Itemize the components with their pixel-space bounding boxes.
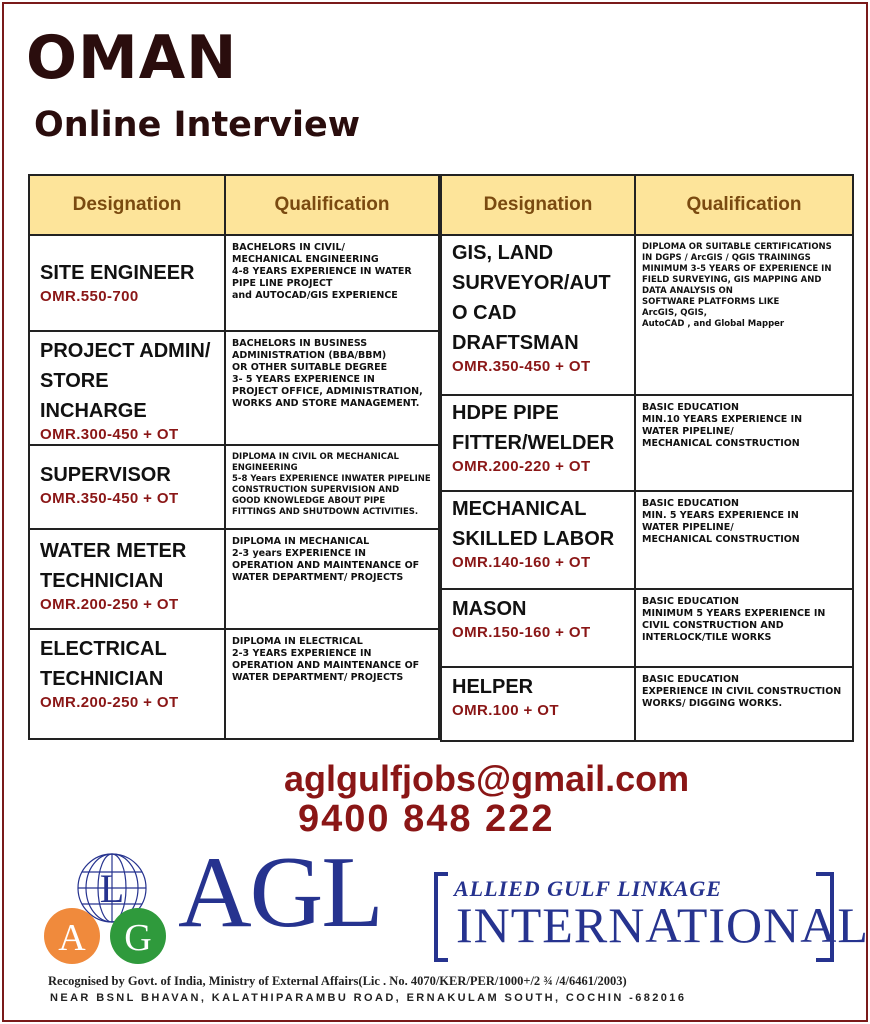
- salary: OMR.300-450 + OT: [40, 426, 179, 443]
- salary: OMR.200-250 + OT: [40, 596, 179, 613]
- jobs-table-left: [28, 174, 440, 740]
- bracket-corner: [434, 872, 448, 876]
- salary: OMR.100 + OT: [452, 702, 559, 719]
- qualification: BACHELORS IN CIVIL/ MECHANICAL ENGINEERING 4-8 YEARS EXPERIENCE IN WATER PIPE LINE PROJECT and AUTOCAD/GIS EXPERIENCE: [232, 242, 412, 301]
- qualification: BASIC EDUCATION EXPERIENCE IN CIVIL CONSTRUCTION WORKS/ DIGGING WORKS.: [642, 674, 842, 709]
- qualification: DIPLOMA IN CIVIL OR MECHANICAL ENGINEERING 5-8 Years EXPERIENCE INWATER PIPELINE CONSTRUCTION SUPERVISION AND GOOD KNOWLEDGE ABOUT PIPE FITTINGS AND SHUTDOWN ACTIVITIES.: [232, 452, 431, 517]
- logo-letter-g: G: [124, 917, 152, 959]
- designation: WATER METER TECHNICIAN: [40, 540, 187, 592]
- country-title: OMAN: [26, 23, 238, 93]
- table-row: [29, 629, 439, 739]
- brand-name: AGL: [178, 836, 382, 949]
- brand-tagline: ALLIED GULF LINKAGE: [454, 876, 722, 901]
- table-row: [29, 445, 439, 529]
- qualification: BASIC EDUCATION MIN. 5 YEARS EXPERIENCE IN WATER PIPELINE/ MECHANICAL CONSTRUCTION: [642, 498, 800, 545]
- bracket-corner: [816, 872, 830, 876]
- designation: SUPERVISOR: [40, 464, 171, 486]
- salary: OMR.350-450 + OT: [40, 490, 179, 507]
- table-row: [29, 529, 439, 629]
- designation: SITE ENGINEER: [40, 262, 195, 284]
- designation: PROJECT ADMIN/ STORE INCHARGE: [40, 340, 211, 422]
- table-row: [441, 491, 853, 589]
- bracket-corner: [434, 958, 448, 962]
- designation: HDPE PIPE FITTER/WELDER: [452, 402, 615, 454]
- brand-international: INTERNATIONAL: [456, 897, 869, 953]
- table-row: [441, 235, 853, 395]
- contact-email[interactable]: aglgulfjobs@gmail.com: [284, 758, 690, 799]
- table-row: [441, 395, 853, 491]
- logo-letter-a: A: [58, 917, 86, 959]
- logo-letter-l: L: [99, 866, 125, 911]
- bracket-corner: [816, 958, 830, 962]
- contact-phone[interactable]: 9400 848 222: [298, 798, 555, 840]
- table-row: [441, 589, 853, 667]
- qualification: BASIC EDUCATION MINIMUM 5 YEARS EXPERIENCE IN CIVIL CONSTRUCTION AND INTERLOCK/TILE WORKS: [642, 596, 826, 643]
- qualification: BASIC EDUCATION MIN.10 YEARS EXPERIENCE IN WATER PIPELINE/ MECHANICAL CONSTRUCTION: [642, 402, 803, 449]
- table-row: [441, 667, 853, 741]
- salary: OMR.350-450 + OT: [452, 358, 591, 375]
- salary: OMR.140-160 + OT: [452, 554, 591, 571]
- qualification: DIPLOMA IN MECHANICAL 2-3 years EXPERIENCE IN OPERATION AND MAINTENANCE OF WATER DEPARTMENT/ PROJECTS: [232, 536, 420, 583]
- qualification-header: Qualification: [225, 175, 439, 235]
- designation: ELECTRICAL TECHNICIAN: [40, 638, 167, 690]
- agl-globe-logo: [40, 850, 180, 970]
- address-text: NEAR BSNL BHAVAN, KALATHIPARAMBU ROAD, ERNAKULAM SOUTH, COCHIN -682016: [50, 992, 687, 1004]
- designation: MECHANICAL SKILLED LABOR: [452, 498, 615, 550]
- designation: HELPER: [452, 676, 534, 698]
- designation-header: Designation: [29, 175, 225, 235]
- salary: OMR.200-250 + OT: [40, 694, 179, 711]
- table-row: [29, 331, 439, 445]
- designation: GIS, LAND SURVEYOR/AUT O CAD DRAFTSMAN: [452, 242, 611, 354]
- salary: OMR.550-700: [40, 288, 139, 305]
- jobs-table-right: [440, 174, 854, 742]
- qualification: DIPLOMA OR SUITABLE CERTIFICATIONS IN DGPS / ArcGIS / QGIS TRAININGS MINIMUM 3-5 YEARS OF EXPERIENCE IN FIELD SURVEYING, GIS MAPPING AND DATA ANALYSIS ON SOFTWARE PLATFORMS LIKE ArcGIS, QGIS, AutoCAD , and Global Mapper: [642, 242, 832, 329]
- qualification: BACHELORS IN BUSINESS ADMINISTRATION (BBA/BBM) OR OTHER SUITABLE DEGREE 3- 5 YEARS EXPERIENCE IN PROJECT OFFICE, ADMINISTRATION, WORKS AND STORE MANAGEMENT.: [232, 338, 423, 409]
- table-row: [29, 235, 439, 331]
- designation-header: Designation: [441, 175, 635, 235]
- qualification-header: Qualification: [635, 175, 853, 235]
- qualification: DIPLOMA IN ELECTRICAL 2-3 YEARS EXPERIENCE IN OPERATION AND MAINTENANCE OF WATER DEPARTMENT/ PROJECTS: [232, 636, 420, 683]
- recognition-text: Recognised by Govt. of India, Ministry of External Affairs(Lic . No. 4070/KER/PER/1000+/2 ¾ /4/6461/2003): [48, 974, 627, 988]
- salary: OMR.200-220 + OT: [452, 458, 591, 475]
- designation: MASON: [452, 598, 527, 620]
- salary: OMR.150-160 + OT: [452, 624, 591, 641]
- page-subtitle: Online Interview: [34, 105, 361, 145]
